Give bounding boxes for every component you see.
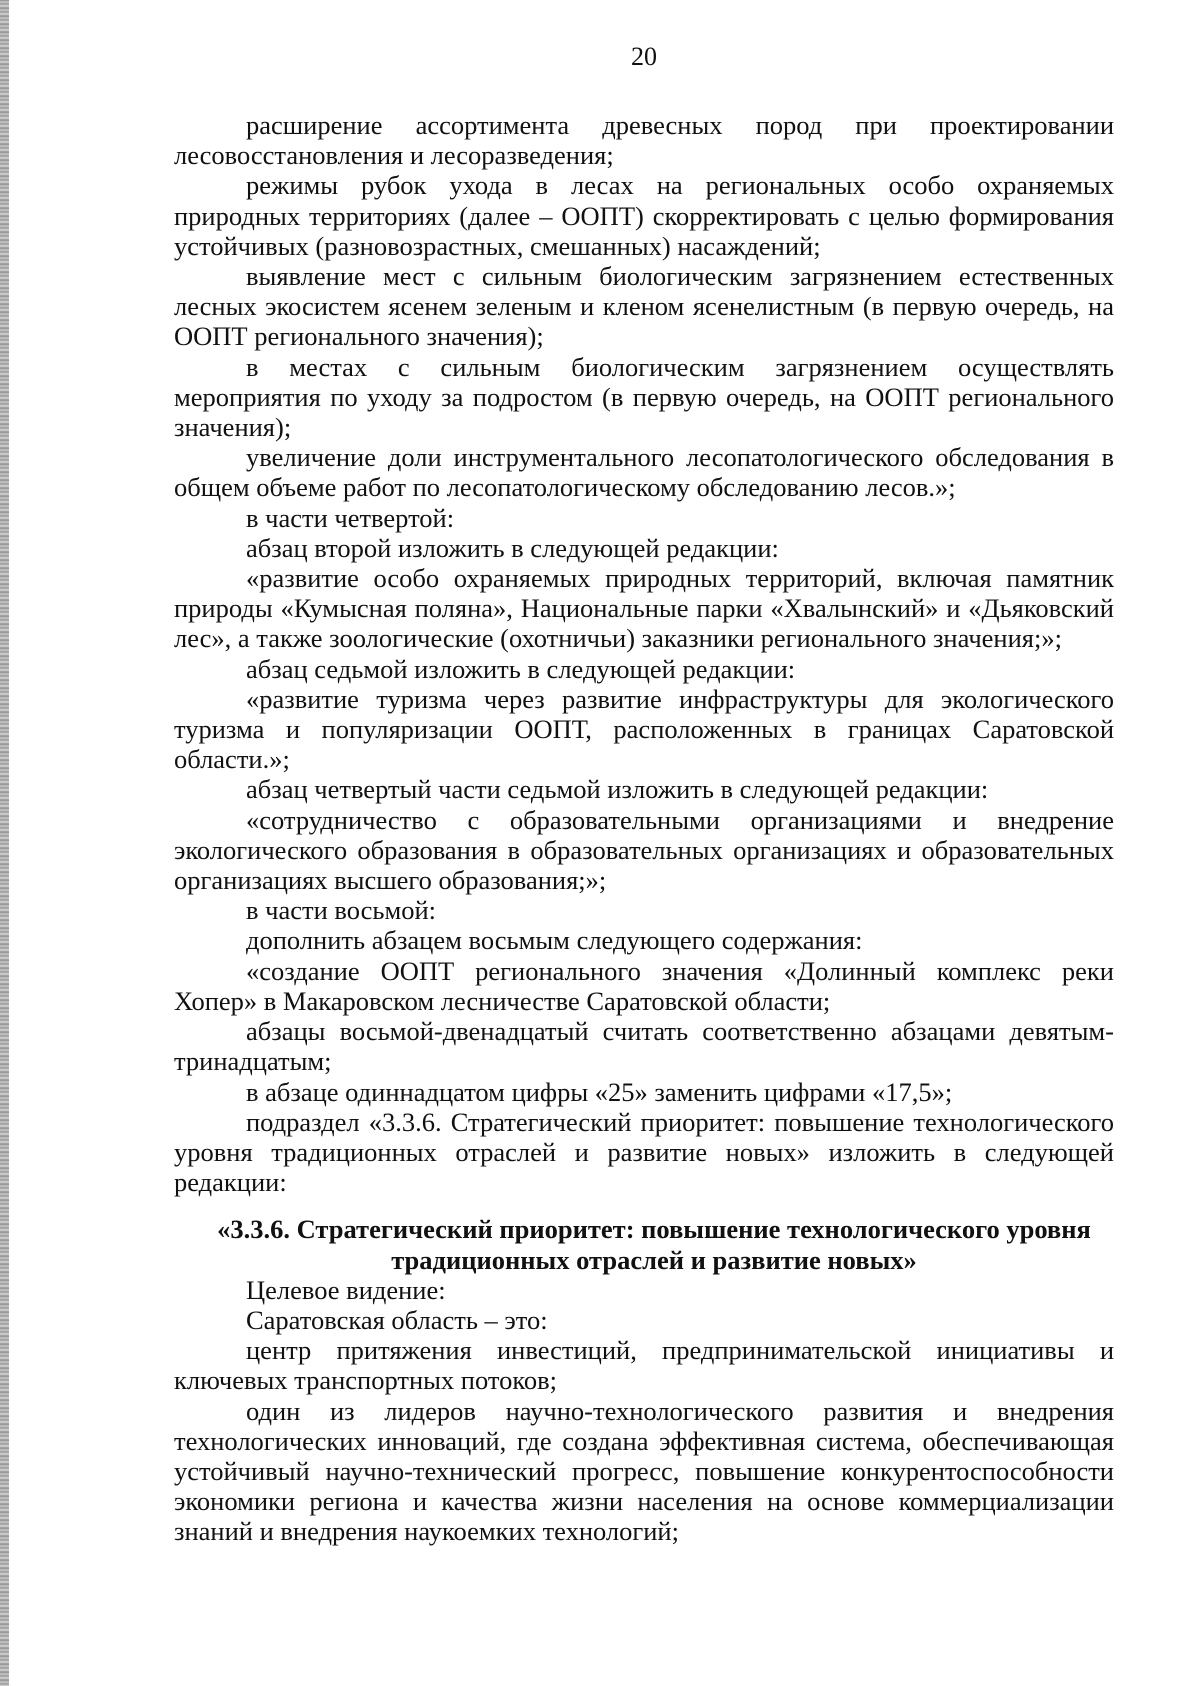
section-heading: «3.3.6. Стратегический приоритет: повышение технологического уровня традиционных отраслей и развитие новых»: [217, 1214, 1091, 1275]
paragraph: выявление мест с сильным биологическим загрязнением естественных лесных экосистем ясенем зеленым и кленом ясенелистным (в первую очередь, на ООПТ регионального значения);: [174, 261, 1114, 352]
paragraph: абзац второй изложить в следующей редакции:: [246, 532, 779, 563]
paragraph: дополнить абзацем восьмым следующего содержания:: [246, 925, 863, 956]
paragraph: абзац седьмой изложить в следующей редакции:: [246, 653, 796, 684]
paragraph: в части восьмой:: [246, 895, 437, 926]
paragraph: режимы рубок ухода в лесах на региональных особо охраняемых природных территориях (далее – ООПТ) скорректировать с целью формирования устойчивых (разновозрастных, смешанных) насаждений;: [174, 170, 1114, 261]
page-number: 20: [631, 42, 657, 71]
paragraph: центр притяжения инвестиций, предпринимательской инициативы и ключевых транспортных потоков;: [174, 1335, 1114, 1396]
document-body: [174, 110, 1114, 1547]
paragraph: в части четвертой:: [246, 502, 455, 533]
paragraph: абзацы восьмой-двенадцатый считать соответственно абзацами девятым-тринадцатым;: [174, 1016, 1114, 1077]
paragraph: абзац четвертый части седьмой изложить в следующей редакции:: [246, 774, 989, 805]
paragraph: «развитие туризма через развитие инфраструктуры для экологического туризма и популяризации ООПТ, расположенных в границах Саратовской области.»;: [174, 683, 1114, 775]
paragraph: расширение ассортимента древесных пород при проектировании лесовосстановления и лесоразведения;: [174, 110, 1114, 171]
paragraph: Саратовская область – это:: [246, 1304, 548, 1335]
paragraph: «сотрудничество с образовательными организациями и внедрение экологического образования в образовательных организациях и образовательных организациях высшего образования;»;: [174, 804, 1114, 896]
scan-border-strip: [0, 0, 9, 1686]
paragraph: «создание ООПТ регионального значения «Долинный комплекс реки Хопер» в Макаровском лесничестве Саратовской области;: [174, 955, 1114, 1016]
paragraph: «развитие особо охраняемых природных территорий, включая памятник природы «Кумысная поляна», Национальные парки «Хвалынский» и «Дьяковский лес», а также зоологические (охотничьи) заказники регионального значения;»;: [174, 563, 1114, 654]
paragraph: в местах с сильным биологическим загрязнением осуществлять мероприятия по уходу за подростом (в первую очередь, на ООПТ регионального значения);: [174, 351, 1114, 443]
paragraph: один из лидеров научно-технологического развития и внедрения технологических инноваций, где создана эффективная система, обеспечивающая устойчивый научно-технический прогресс, повышение конкурентоспособности экономики региона и качества жизни населения на основе коммерциализации знаний и внедрения наукоемких технологий;: [174, 1395, 1114, 1547]
paragraph: увеличение доли инструментального лесопатологического обследования в общем объеме работ по лесопатологическому обследованию лесов.»;: [174, 442, 1114, 503]
paragraph: Целевое видение:: [246, 1274, 446, 1305]
paragraph: в абзаце одиннадцатом цифры «25» заменить цифрами «17,5»;: [246, 1076, 953, 1107]
paragraph: подраздел «3.3.6. Стратегический приоритет: повышение технологического уровня традиционных отраслей и развитие новых» изложить в следующей редакции:: [174, 1106, 1114, 1198]
